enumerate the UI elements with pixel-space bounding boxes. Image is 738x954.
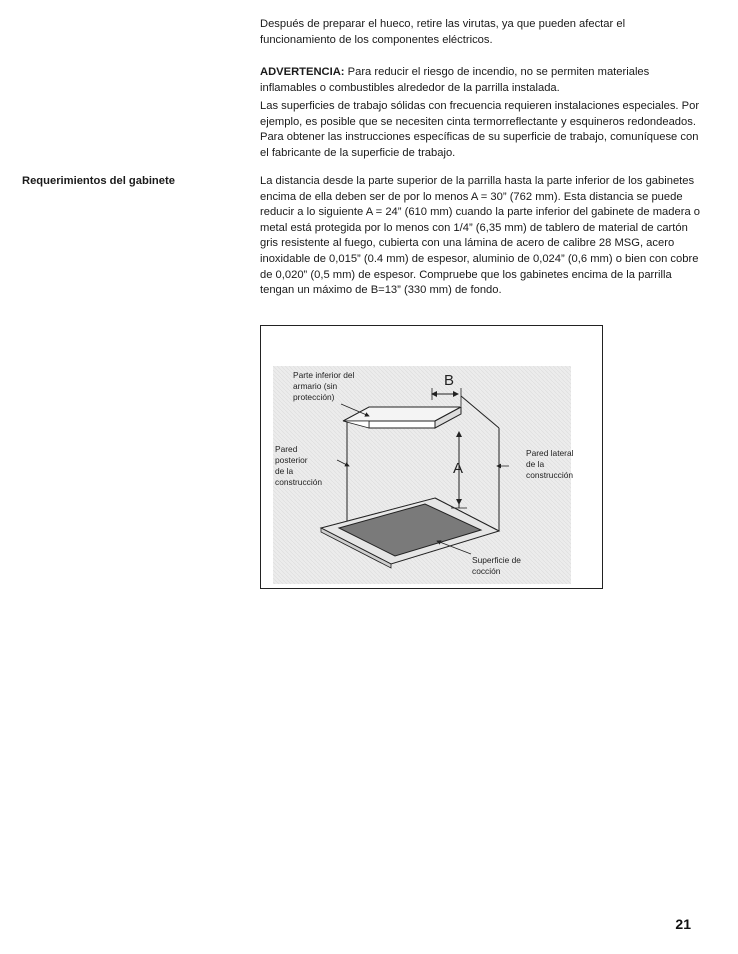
paragraph-warning [260,65,700,96]
label-line: posterior [275,455,308,465]
section-heading: Requerimientos del gabinete [22,175,175,187]
paragraph-work-surfaces: Las superficies de trabajo sólidas con frecuencia requieren instalaciones especiales. Por ejemplo, es posible que se necesiten cinta termorreflectante y esquineros redondeados. Para obtener las instrucciones específicas de su superficie de trabajo, comuníquese con el fabricante de la superficie de trabajo. [260,100,700,159]
label-line: armario (sin [293,381,338,391]
paragraph-cabinet-distance: La distancia desde la parte superior de la parrilla hasta la parte inferior de los gabinetes encima de ella deben ser de por lo menos A = 30” (762 mm). Esta distancia se puede reducir a lo siguiente A = 24” (610 mm) cuando la parte inferior del gabinete de madera o metal está protegida por lo menos con 1/4” (6,35 mm) de tablero de material de cartón gris resistente al fuego, cubierta con una lámina de acero de calibre 28 MSG, acero inoxidable de 0,015” (0.4 mm) de espesor, aluminio de 0,024” (0,6 mm) o bien con cobre de 0,020” (0,5 mm) de espesor. Compruebe que los gabinetes encima de la parrilla tengan un máximo de B=13” (330 mm) de fondo. [260,175,700,297]
page-number: 21 [675,916,691,932]
label-line: protección) [293,392,335,402]
label-line: construcción [275,477,323,487]
dimension-b-label: B [444,372,455,389]
label-line: cocción [472,566,501,576]
label-line: construcción [526,470,574,480]
label-line: Superficie de [472,555,521,565]
label-cooking-surface [472,555,521,577]
label-back-wall [275,444,322,488]
paragraph-debris: Después de preparar el hueco, retire las virutas, ya que pueden afectar el funcionamiento de los componentes eléctricos. [260,18,626,46]
dimension-a-label: A [453,460,464,477]
warning-label: ADVERTENCIA: [260,66,345,78]
warning-text: Para reducir el riesgo de incendio, no se permiten materiales inflamables o combustibles alrededor de la parrilla instalada. [260,66,650,94]
label-side-wall [526,448,574,481]
label-cabinet-bottom [293,370,354,403]
label-line: Parte inferior del [293,370,355,380]
label-line: Pared lateral [526,448,574,458]
label-line: de la [275,466,294,476]
label-line: Pared [275,444,298,454]
label-line: de la [526,459,545,469]
installation-diagram [260,325,603,589]
